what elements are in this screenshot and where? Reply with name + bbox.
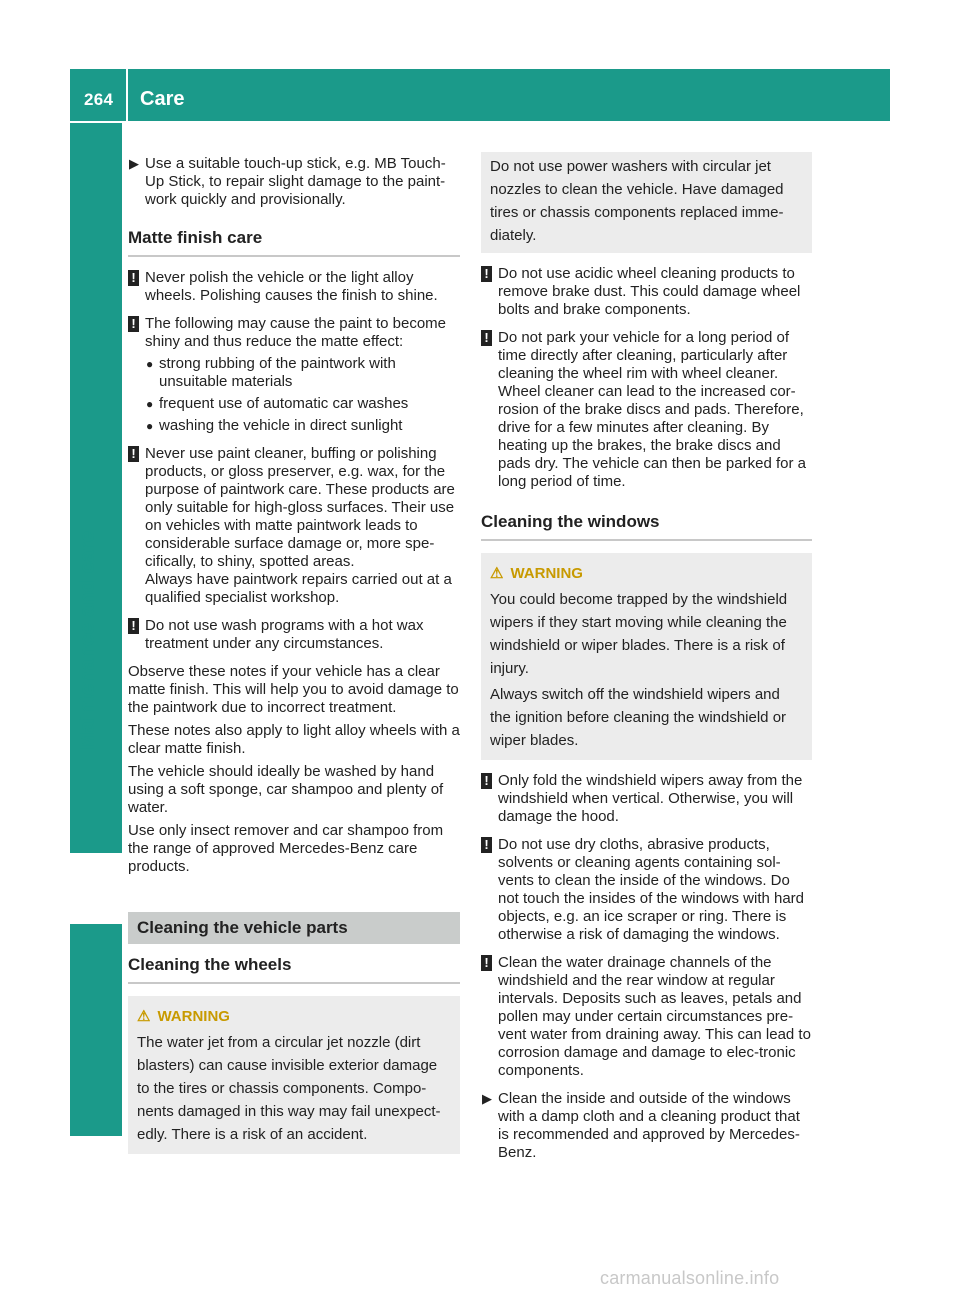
note-text: Do not use acidic wheel cleaning products to remove brake dust. This could damage wheel bolts and brake components.	[498, 265, 801, 318]
bullet-item: ● washing the vehicle in direct sunlight	[146, 417, 403, 434]
note-text: Never use paint cleaner, buffing or polishing products, or gloss preserver, e.g. wax, for the purpose of paintwork care. These products are only suitable for high-gloss surfaces. Their use on vehicles with matte paintwork leads to considerable surface damage or, more spe-cifically, to shiny, spotted areas.	[145, 445, 455, 570]
left-column	[128, 155, 460, 1166]
page-title: Care	[140, 88, 185, 110]
paragraph: The vehicle should ideally be washed by hand using a soft sponge, car shampoo and plenty of water.	[128, 763, 444, 816]
exclamation-icon: !	[128, 618, 139, 634]
note-item	[128, 617, 460, 653]
bullet-item: ● strong rubbing of the paintwork with unsuitable materials	[146, 355, 396, 390]
bullet-icon: ●	[146, 397, 154, 411]
note-item	[481, 954, 812, 1080]
note-item	[481, 265, 812, 319]
warning-text: Do not use power washers with circular jet nozzles to clean the vehicle. Have damaged tires or chassis components replaced imme-diately.	[490, 158, 784, 244]
warning-triangle-icon: ⚠	[137, 1008, 151, 1025]
exclamation-icon: !	[128, 270, 139, 286]
instruction-item	[481, 1090, 812, 1162]
watermark: carmanualsonline.info	[600, 1268, 780, 1288]
exclamation-icon: !	[128, 316, 139, 332]
warning-triangle-icon: ⚠	[490, 565, 504, 582]
note-item	[128, 445, 460, 607]
warning-text: The water jet from a circular jet nozzle (dirt blasters) can cause invisible exterior damage to the tires or chassis components. Compo-nents damaged in this way may fail unexpect-edly. There is a risk of an accident.	[137, 1034, 441, 1143]
warning-label: WARNING	[510, 565, 583, 582]
warning-header	[137, 1005, 451, 1028]
bullet-list	[145, 355, 460, 435]
bullet-item: ● frequent use of automatic car washes	[146, 395, 409, 412]
note-text: Clean the water drainage channels of the windshield and the rear window at regular intervals. Deposits such as leaves, petals and pollen may under certain circumstances pre-vent water from draining away. This can lead to corrosion damage and damage to elec-tronic components.	[498, 954, 811, 1079]
side-tab-label: Maintenance and care	[76, 530, 99, 750]
warning-header	[490, 562, 803, 585]
note-item	[481, 772, 812, 826]
section-title: Cleaning the vehicle parts	[128, 912, 460, 944]
exclamation-icon: !	[481, 955, 492, 971]
header-divider	[126, 69, 128, 121]
page-number: 264	[84, 90, 114, 109]
paragraph: Use only insect remover and car shampoo from the range of approved Mercedes-Benz care products.	[128, 822, 444, 875]
note-text: Never polish the vehicle or the light alloy wheels. Polishing causes the finish to shine.	[145, 269, 438, 304]
heading-cleaning-wheels: Cleaning the wheels	[128, 956, 460, 984]
right-column	[481, 155, 812, 1172]
bullet-icon: ●	[146, 419, 154, 433]
exclamation-icon: !	[481, 773, 492, 789]
arrow-icon: ▶	[482, 1091, 492, 1106]
warning-text: You could become trapped by the windshield wipers if they start moving while cleaning the windshield or wiper blades. There is a risk of injury.	[490, 591, 788, 677]
side-tab-block	[70, 924, 122, 1136]
exclamation-icon: !	[481, 330, 492, 346]
warning-text: Always switch off the windshield wipers and the ignition before cleaning the windshield or wiper blades.	[490, 686, 787, 749]
note-item	[128, 269, 460, 305]
note-item	[481, 329, 812, 491]
bullet-icon: ●	[146, 357, 154, 371]
note-text: Only fold the windshield wipers away from the windshield when vertical. Otherwise, you will damage the hood.	[498, 772, 803, 825]
note-text: Do not use dry cloths, abrasive products, solvents or cleaning agents containing sol-vents to clean the inside of the windows. Do not touch the insides of the windows with hard objects, e.g. an ice scraper or ring. There is otherwise a risk of damaging the windows.	[498, 836, 805, 943]
warning-label: WARNING	[157, 1008, 230, 1025]
note-text: Do not use wash programs with a hot wax treatment under any circumstances.	[145, 617, 424, 652]
instruction-text: Use a suitable touch-up stick, e.g. MB Touch-Up Stick, to repair slight damage to the paint-work quickly and provisionally.	[145, 155, 446, 208]
warning-continuation-box	[481, 152, 812, 253]
note-text: The following may cause the paint to become shiny and thus reduce the matte effect:	[145, 315, 447, 350]
heading-matte-finish: Matte finish care	[128, 229, 460, 257]
exclamation-icon: !	[481, 266, 492, 282]
paragraph: These notes also apply to light alloy wheels with a clear matte finish.	[128, 722, 460, 757]
note-text: Do not park your vehicle for a long period of time directly after cleaning, particularly after cleaning the wheel rim with wheel cleaner. Wheel cleaner can lead to the increased cor-rosion of the brake discs and pads. Therefore, drive for a few minutes after cleaning. By heating up the brakes, the brake discs and pads dry. The vehicle can then be parked for a long period of time.	[498, 329, 806, 490]
instruction-text: Clean the inside and outside of the windows with a damp cloth and a cleaning product that is recommended and approved by Mercedes-Benz.	[498, 1090, 800, 1161]
exclamation-icon: !	[481, 837, 492, 853]
warning-box	[128, 996, 460, 1154]
heading-cleaning-windows: Cleaning the windows	[481, 513, 812, 541]
exclamation-icon: !	[128, 446, 139, 462]
instruction-item	[128, 155, 460, 209]
warning-box	[481, 553, 812, 760]
arrow-icon: ▶	[129, 156, 139, 171]
note-item	[128, 315, 460, 435]
header-bar	[70, 69, 890, 121]
paragraph: Observe these notes if your vehicle has a clear matte finish. This will help you to avoid damage to the paintwork due to incorrect treatment.	[128, 663, 459, 716]
note-item	[481, 836, 812, 944]
note-text: Always have paintwork repairs carried out at a qualified specialist workshop.	[145, 571, 452, 606]
